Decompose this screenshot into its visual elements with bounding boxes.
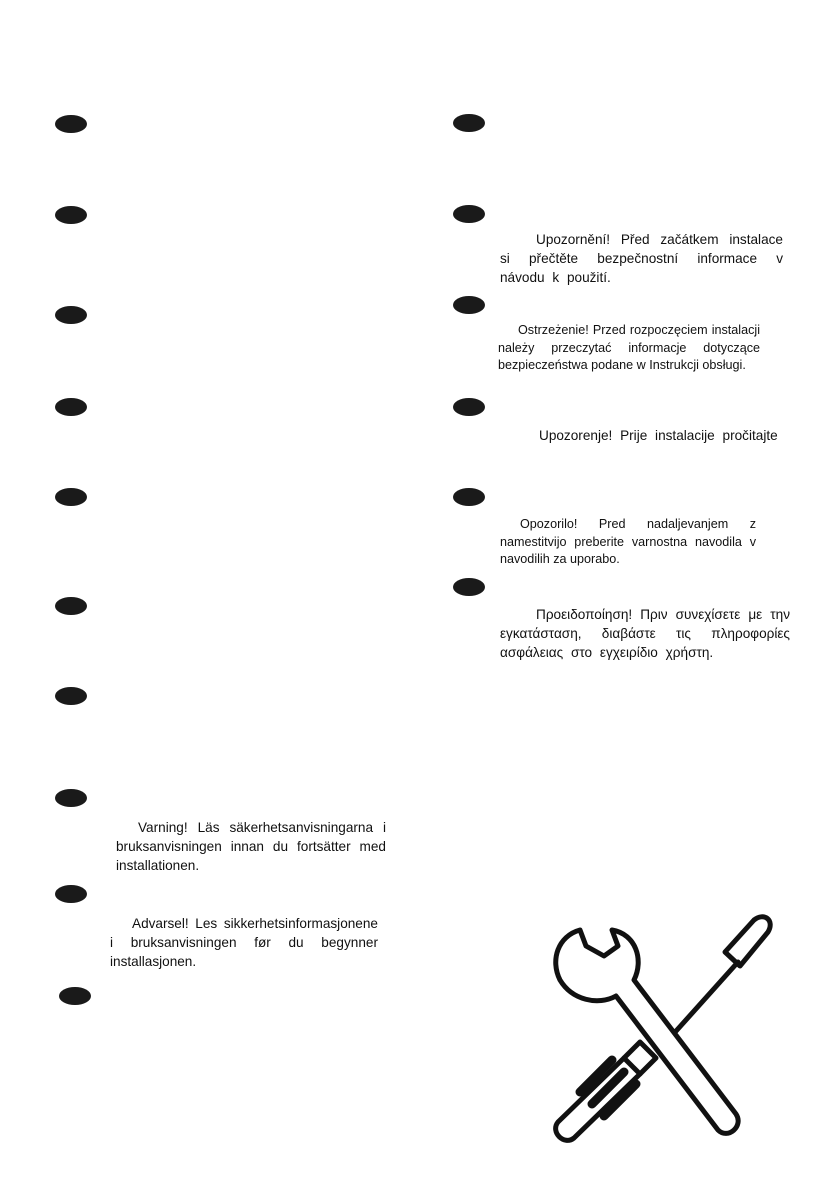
- language-badge-right-2: [453, 205, 485, 223]
- language-badge-left-4: [55, 398, 87, 416]
- language-badge-left-9: [55, 885, 87, 903]
- language-badge-left-8: [55, 789, 87, 807]
- screwdriver-tip: [725, 917, 770, 966]
- language-badge-left-3: [55, 306, 87, 324]
- warning-text-el: Προειδοποίηση! Πριν συνεχίσετε με την εγκατάσταση, διαβάστε τις πληροφορίες ασφάλειας στο εγχειρίδιο χρήστη.: [500, 607, 790, 660]
- warning-text-sv: Varning! Läs säkerhetsanvisningarna i bruksanvisningen innan du fortsätter med installationen.: [116, 820, 386, 873]
- language-badge-left-10: [59, 987, 91, 1005]
- language-badge-left-5: [55, 488, 87, 506]
- language-badge-right-4: [453, 398, 485, 416]
- warning-text-sl: Opozorilo! Pred nadaljevanjem z namestitvijo preberite varnostna navodila v navodilih za uporabo.: [500, 517, 756, 566]
- screwdriver-collar: [624, 1042, 656, 1074]
- warning-text-cs: Upozornění! Před začátkem instalace si přečtěte bezpečnostní informace v návodu k použití.: [500, 232, 783, 285]
- warning-text-pl: Ostrzeżenie! Przed rozpoczęciem instalacji należy przeczytać informacje dotyczące bezpieczeństwa podane w Instrukcji obsługi.: [498, 323, 760, 372]
- warning-text-hr: Upozorenje! Prije instalacije pročitajte: [539, 428, 778, 443]
- language-badge-right-1: [453, 114, 485, 132]
- warning-text-no: Advarsel! Les sikkerhetsinformasjonene i bruksanvisningen før du begynner installasjonen.: [110, 916, 378, 969]
- language-badge-right-6: [453, 578, 485, 596]
- language-badge-left-6: [55, 597, 87, 615]
- screwdriver-shaft: [668, 962, 738, 1040]
- wrench-screwdriver-icon: [540, 890, 810, 1150]
- language-badge-left-7: [55, 687, 87, 705]
- language-badge-right-5: [453, 488, 485, 506]
- language-badge-left-2: [55, 206, 87, 224]
- wrench-body: [556, 930, 738, 1133]
- language-badge-left-1: [55, 115, 87, 133]
- language-badge-right-3: [453, 296, 485, 314]
